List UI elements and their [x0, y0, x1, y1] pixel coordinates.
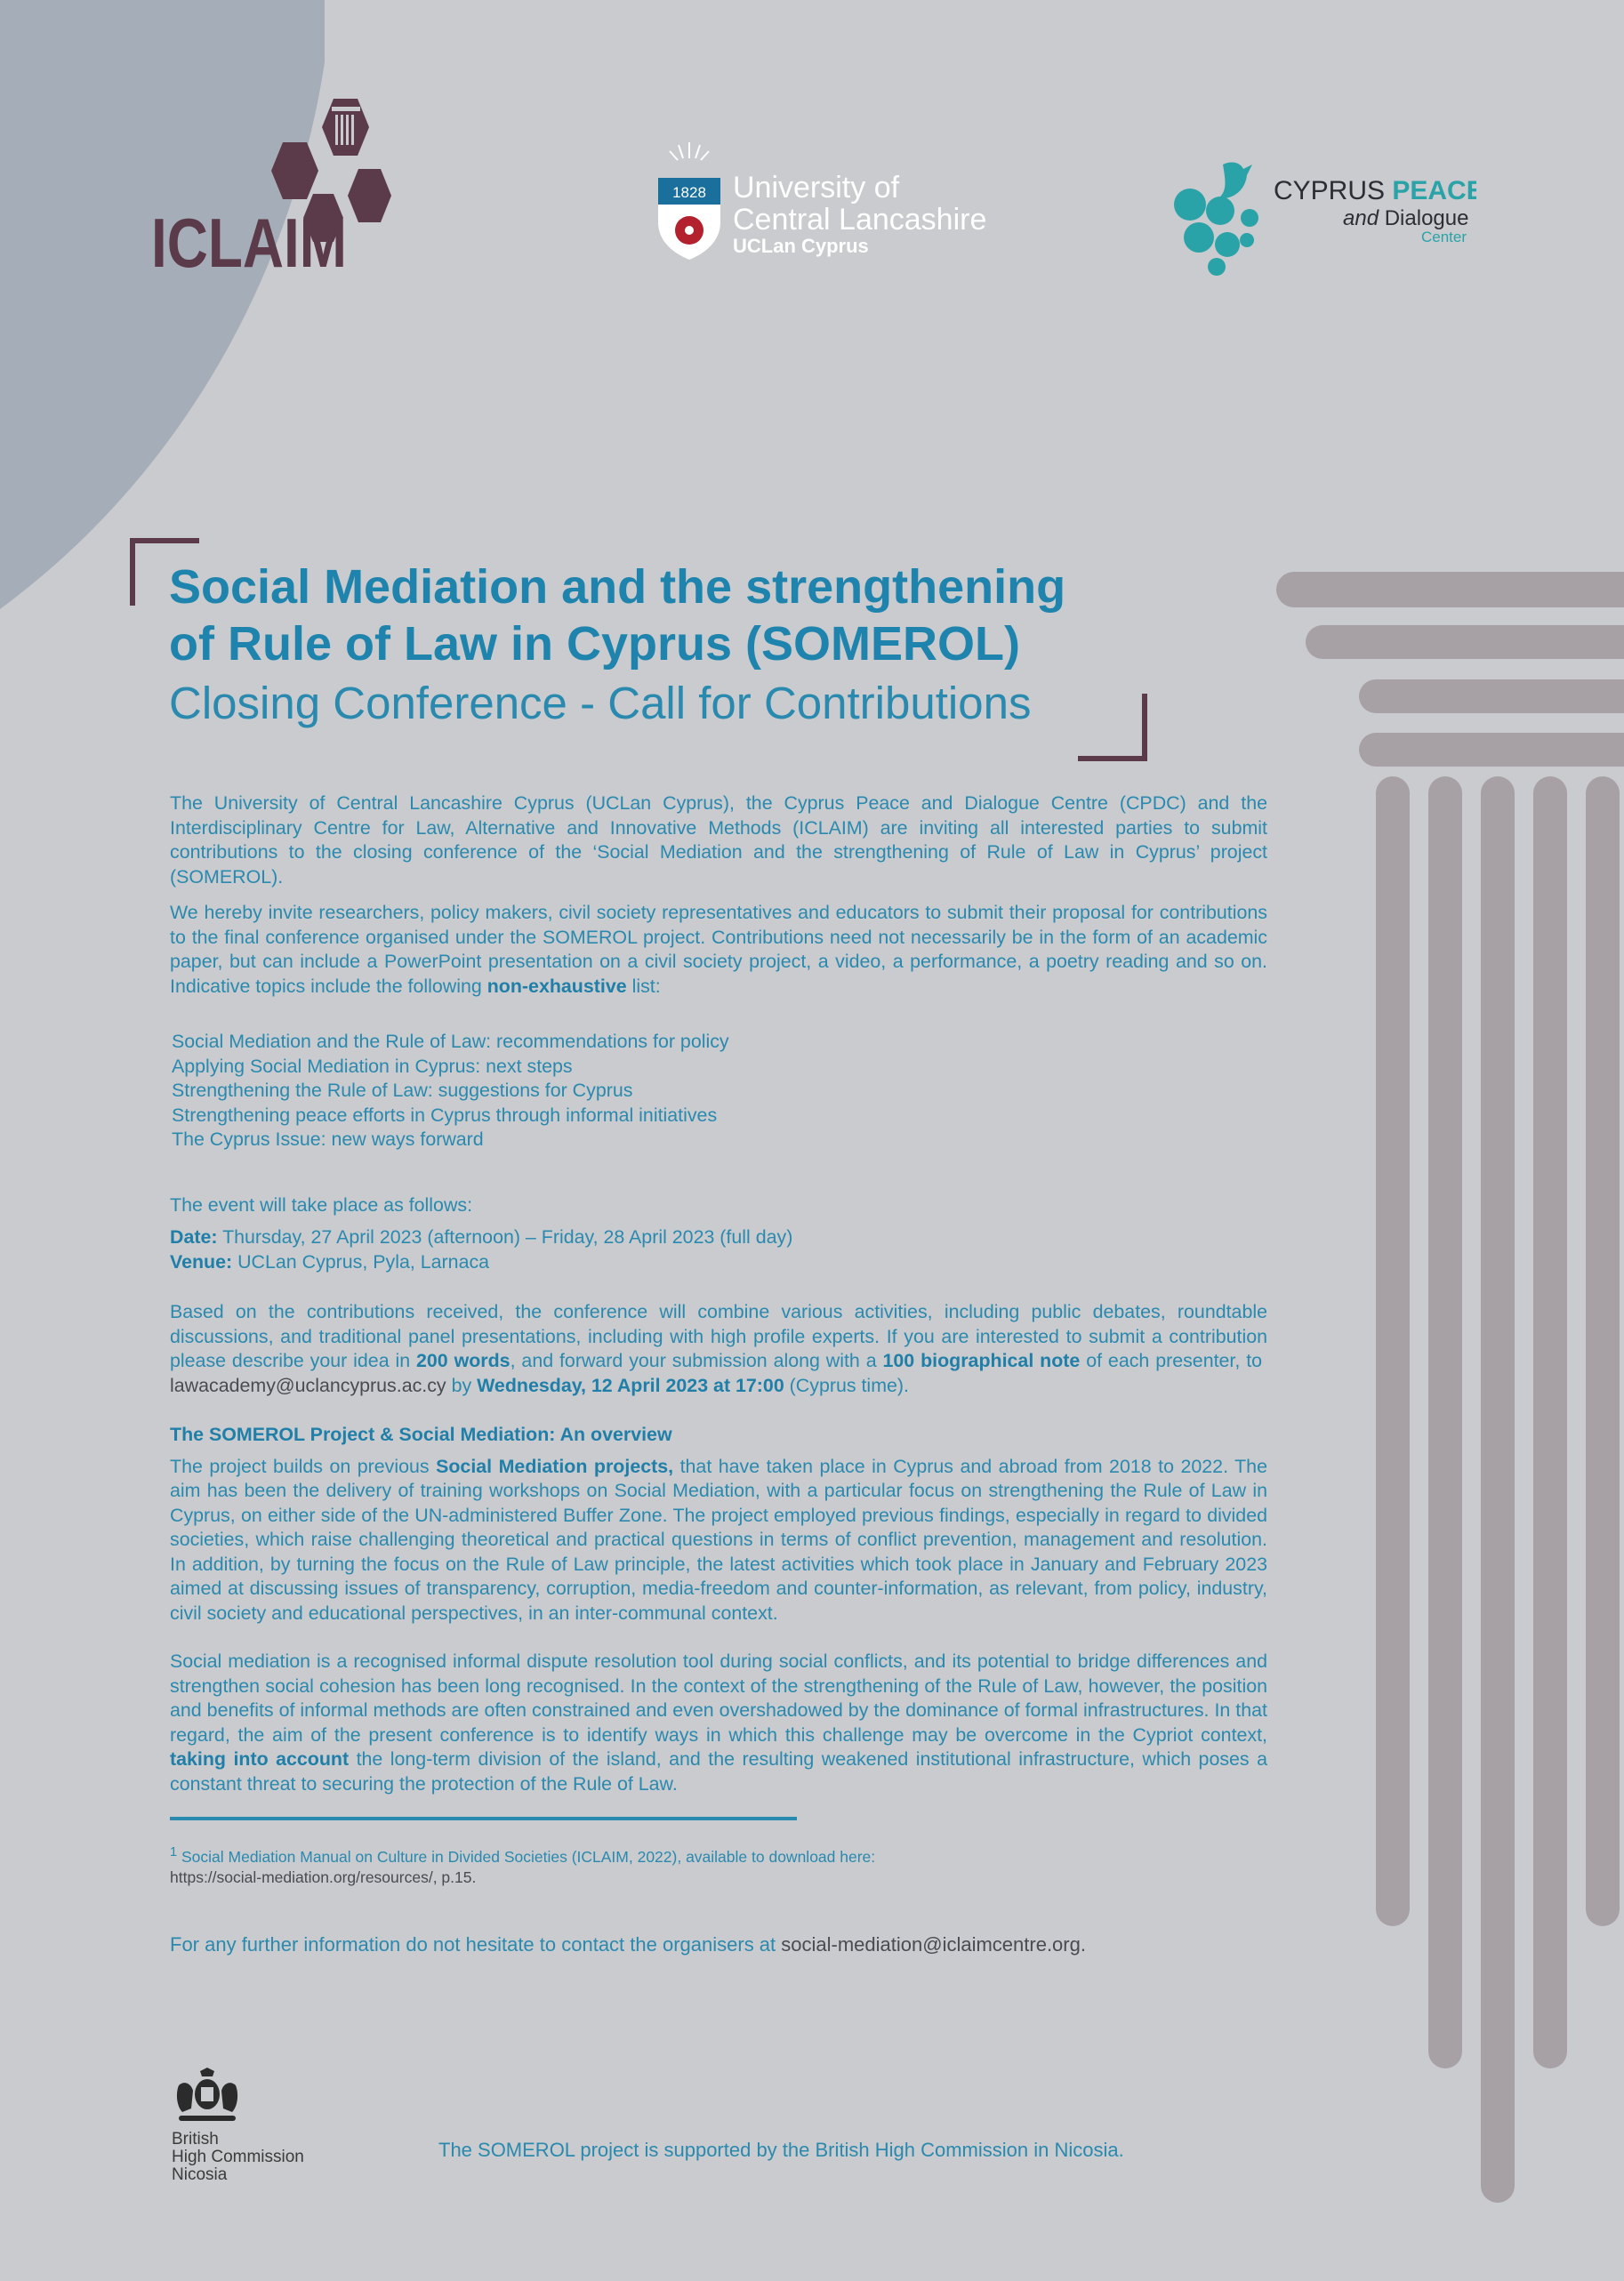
- intro-paragraph-1: The University of Central Lancashire Cyprus (UCLan Cyprus), the Cyprus Peace and Dialogue Centre (CPDC) and the Interdisciplinary Centre for Law, Alternative and Innovative Methods (ICLAIM) are inviting all interested parties to submit contributions to the closing conference of the ‘Social Mediation and the strengthening of Rule of Law in Cyprus’ project (SOMEROL).: [170, 792, 1267, 888]
- list-item: Strengthening the Rule of Law: suggestions for Cyprus: [172, 1080, 633, 1101]
- topics-list: [170, 1030, 1267, 1153]
- title-block: [169, 558, 1103, 731]
- main-content: [170, 791, 1267, 1956]
- svg-text:Central Lancashire: Central Lancashire: [733, 203, 987, 237]
- background-arc: [0, 0, 325, 614]
- list-item: The Cyprus Issue: new ways forward: [172, 1128, 484, 1150]
- footnote: $^1$ Social Mediation Manual on Culture in Divided Societies (ICLAIM, 2022), available to download here: https://social-mediation.org/resources/, p.15.: [170, 1845, 876, 1886]
- list-item: Applying Social Mediation in Cyprus: next steps: [172, 1055, 573, 1077]
- overview-paragraph-1: The project builds on previous Social Mediation projects, that have taken place in Cyprus and abroad from 2018 to 2022. The aim has been the delivery of training workshops on Social Mediation, with a particular focus on strengthening the Rule of Law in Cyprus, on either side of the UN-administered Buffer Zone. The project employed previous findings, especially in regard to divided societies, which raise challenging theoretical and practical questions in terms of conflict prevention, management and resolution. In addition, by turning the focus on the Rule of Law principle, the latest activities which took place in January and February 2023 aimed at discussing issues of transparency, corruption, media-freedom and counter-information, as relevant, from policy, industry, civil society and educational perspectives, in an inter-communal context.: [170, 1455, 1267, 1624]
- event-date: Date: Thursday, 27 April 2023 (afternoon) – Friday, 28 April 2023 (full day): [170, 1226, 793, 1248]
- svg-text:1828: 1828: [672, 184, 706, 201]
- svg-text:CYPRUS PEACE: CYPRUS PEACE: [1274, 176, 1476, 205]
- list-item: Social Mediation and the Rule of Law: recommendations for policy: [172, 1031, 729, 1052]
- footnote-link[interactable]: https://social-mediation.org/resources/: [170, 1867, 433, 1886]
- overview-paragraph-2: Social mediation is a recognised informal dispute resolution tool during social conflicts, and its potential to bridge differences and strengthen social cohesion has been long recognised. In the context of the strengthening of the Rule of Law, however, the position and benefits of informal methods are often constrained and even overshadowed by the dominance of formal infrastructures. In that regard, the aim of the present conference is to identify ways in which this challenge may be overcome in the Cypriot context, taking into account the long-term division of the island, and the resulting weakened institutional infrastructure, which poses a constant threat to securing the protection of the Rule of Law.: [170, 1651, 1267, 1795]
- dove-icon: [1174, 163, 1258, 276]
- bhc-logo: [172, 2068, 350, 2184]
- iclaim-logo: [151, 96, 409, 274]
- uclan-logo: [654, 141, 992, 261]
- footnote-divider: [170, 1817, 797, 1820]
- page-subtitle: Closing Conference - Call for Contributions: [169, 678, 1032, 728]
- submission-paragraph: Based on the contributions received, the conference will combine various activities, including public debates, roundtable discussions, and traditional panel presentations, including with high profile experts. If you are interested to submit a contribution please describe your idea in 200 words, and forward your submission along with a 100 biographical note of each presenter, to lawacademy@uclancyprus.ac.cy by Wednesday, 12 April 2023 at 17:00 (Cyprus time).: [170, 1301, 1267, 1396]
- bhc-text: British High Commission Nicosia: [172, 2130, 304, 2184]
- coat-of-arms-icon: [172, 2068, 243, 2126]
- intro-paragraph-2: We hereby invite researchers, policy makers, civil society representatives and educators to submit their proposal for contributions to the final conference organised under the SOMEROL project. Contributions need not necessarily be in the form of an academic paper, but can include a PowerPoint presentation on a civil society project, a video, a performance, a poetry reading and so on. Indicative topics include the following non-exhaustive list:: [170, 902, 1267, 997]
- hexagon-icon: [271, 142, 318, 199]
- hexagon-icon: [348, 169, 391, 222]
- support-statement: The SOMEROL project is supported by the British High Commission in Nicosia.: [438, 2139, 1124, 2161]
- submission-email-link[interactable]: lawacademy@uclancyprus.ac.cy: [170, 1374, 446, 1396]
- event-intro: The event will take place as follows:: [170, 1193, 473, 1216]
- page-title: Social Mediation and the strengthening of Rule of Law in Cyprus (SOMEROL): [169, 560, 1066, 671]
- overview-heading: The SOMEROL Project & Social Mediation: An overview: [170, 1424, 672, 1445]
- list-item: Strengthening peace efforts in Cyprus through informal initiatives: [172, 1104, 718, 1126]
- svg-text:Center: Center: [1421, 229, 1467, 245]
- svg-text:UCLan Cyprus: UCLan Cyprus: [733, 235, 869, 257]
- column-decoration: [1267, 569, 1624, 2277]
- contact-line: For any further information do not hesitate to contact the organisers at social-mediation@iclaimcentre.org.: [170, 1932, 1086, 1956]
- svg-text:University of: University of: [733, 171, 900, 205]
- cpdc-logo: [1174, 156, 1476, 276]
- svg-text:ICLAIM: ICLAIM: [151, 204, 347, 274]
- event-venue: Venue: UCLan Cyprus, Pyla, Larnaca: [170, 1250, 490, 1273]
- contact-email-link[interactable]: social-mediation@iclaimcentre.org: [781, 1932, 1081, 1956]
- svg-text:and Dialogue: and Dialogue: [1343, 206, 1469, 230]
